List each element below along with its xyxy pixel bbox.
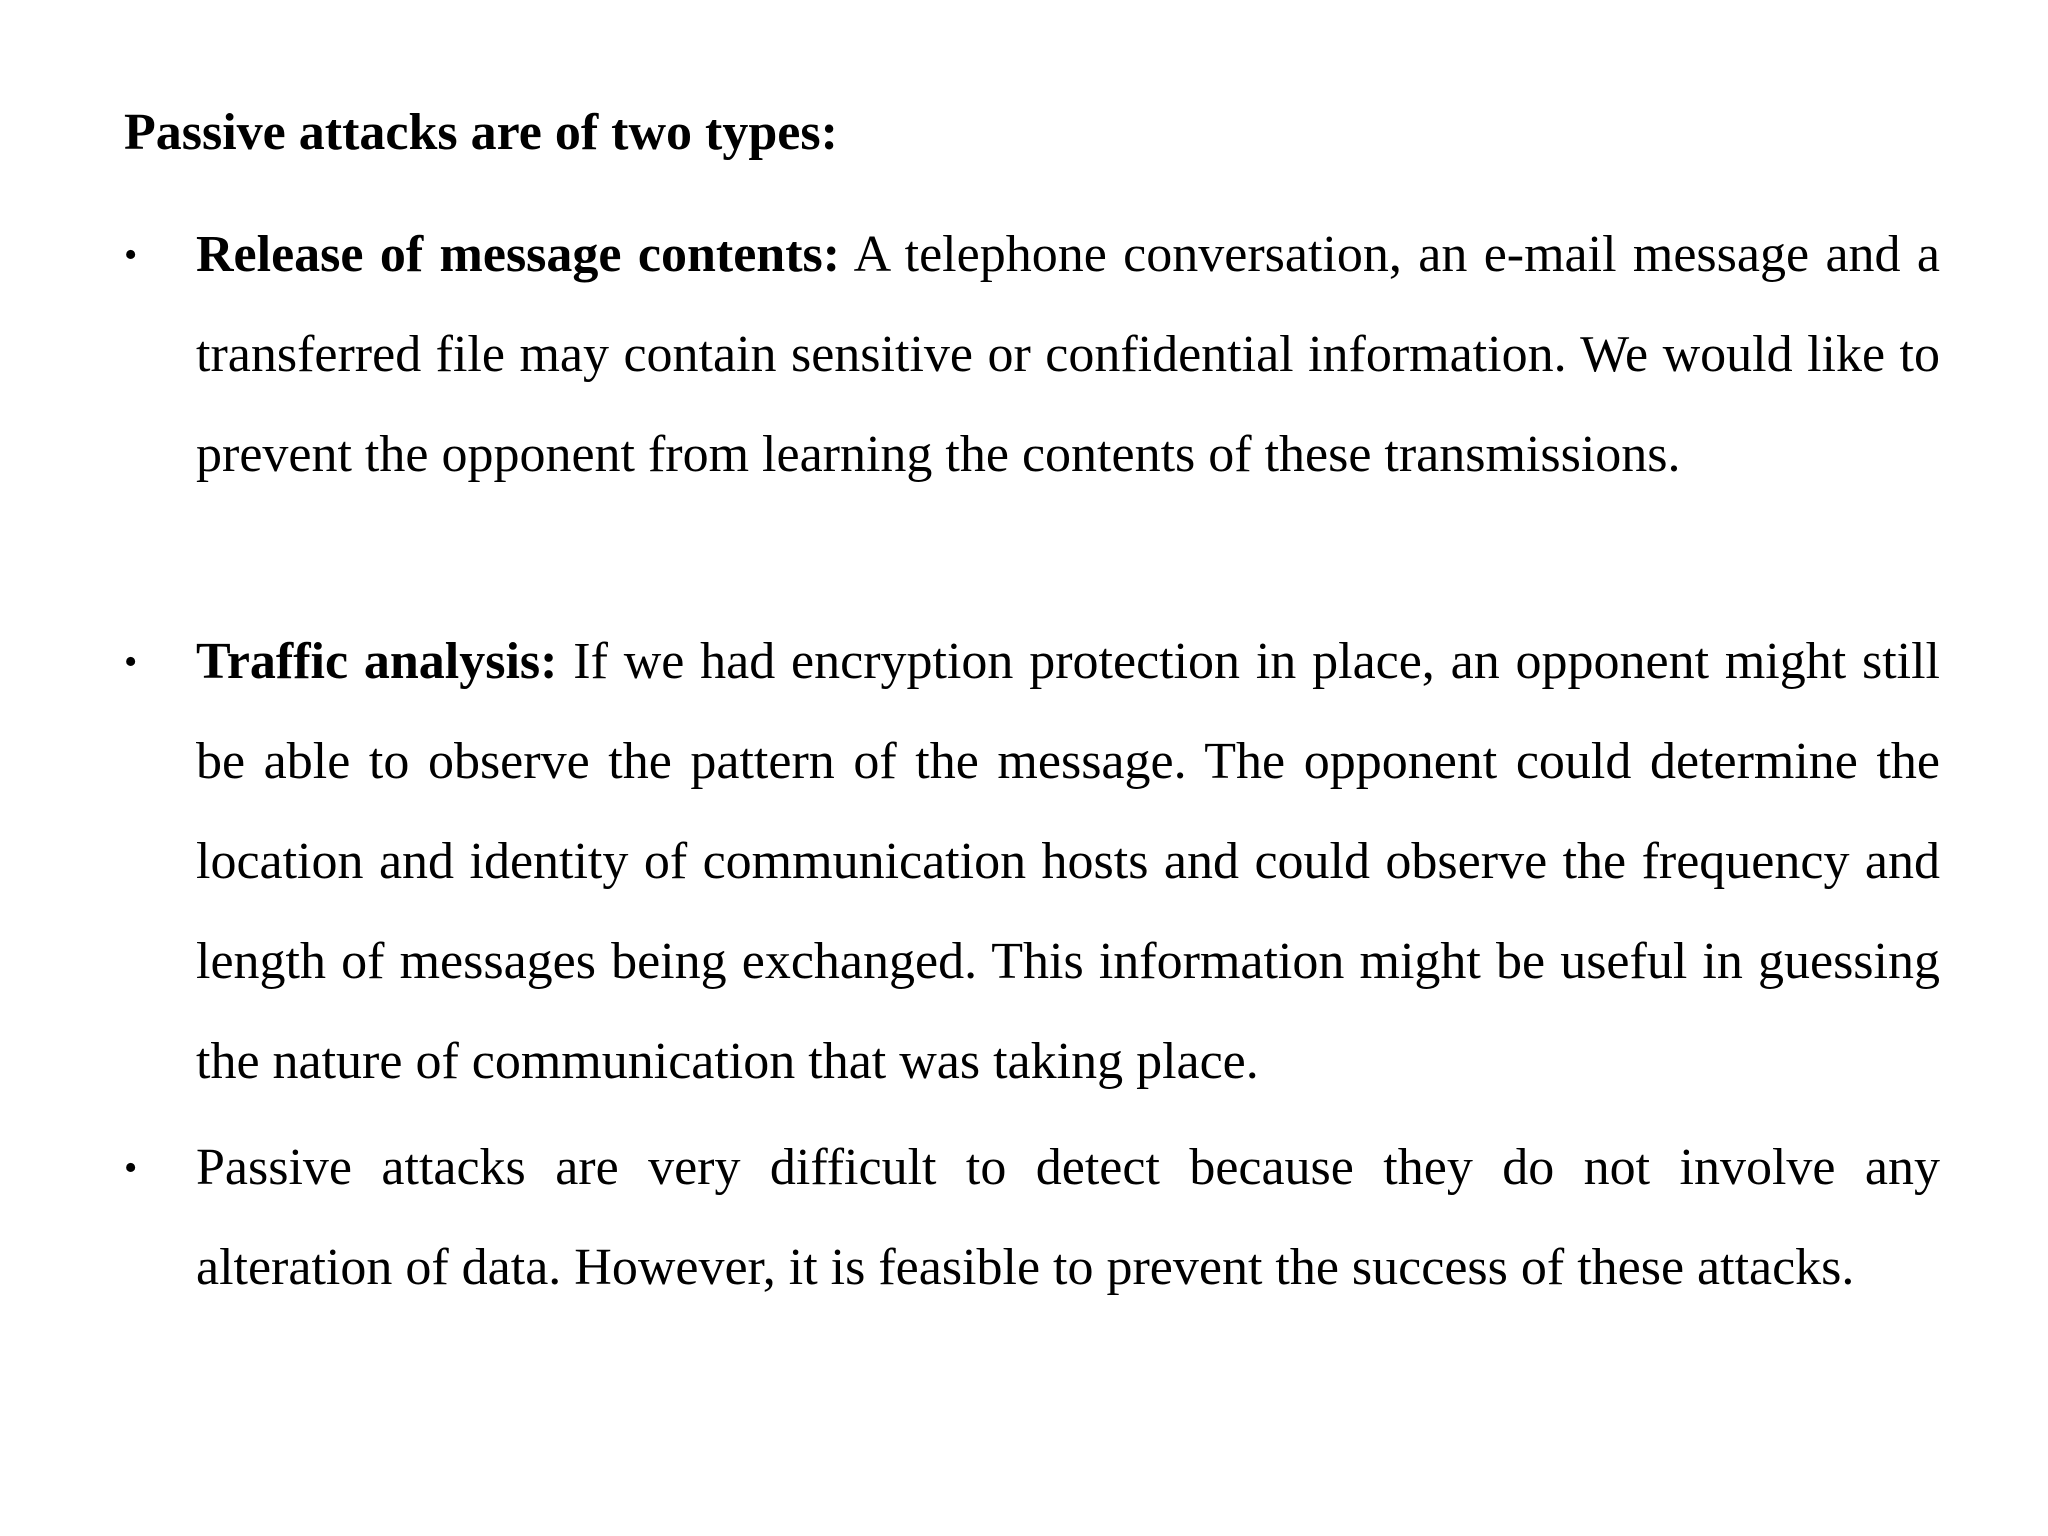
bullet-icon: • xyxy=(124,641,138,683)
bullet-text xyxy=(196,205,1940,505)
bullet-text xyxy=(196,612,1940,1112)
bullet-icon: • xyxy=(124,234,138,276)
bullet-body: A telephone conversation, an e-mail message and a transferred file may contain sensitive or confidential information. We would like to prevent the opponent from learning the contents of these transmissions. xyxy=(196,226,1940,483)
bullet-body: Passive attacks are very difficult to detect because they do not involve any alteration of data. However, it is feasible to prevent the success of these attacks. xyxy=(196,1139,1940,1296)
bullet-text xyxy=(196,1118,1940,1318)
section-heading: Passive attacks are of two types: xyxy=(124,104,838,161)
bullet-term: Release of message contents: xyxy=(196,226,841,283)
bullet-term: Traffic analysis: xyxy=(196,633,558,690)
bullet-body: If we had encryption protection in place, an opponent might still be able to observe the pattern of the message. The opponent could determine the location and identity of communication hosts and could observe the frequency and length of messages being exchanged. This information might be useful in guessing the nature of communication that was taking place. xyxy=(196,633,1941,1090)
bullet-icon: • xyxy=(124,1147,138,1189)
